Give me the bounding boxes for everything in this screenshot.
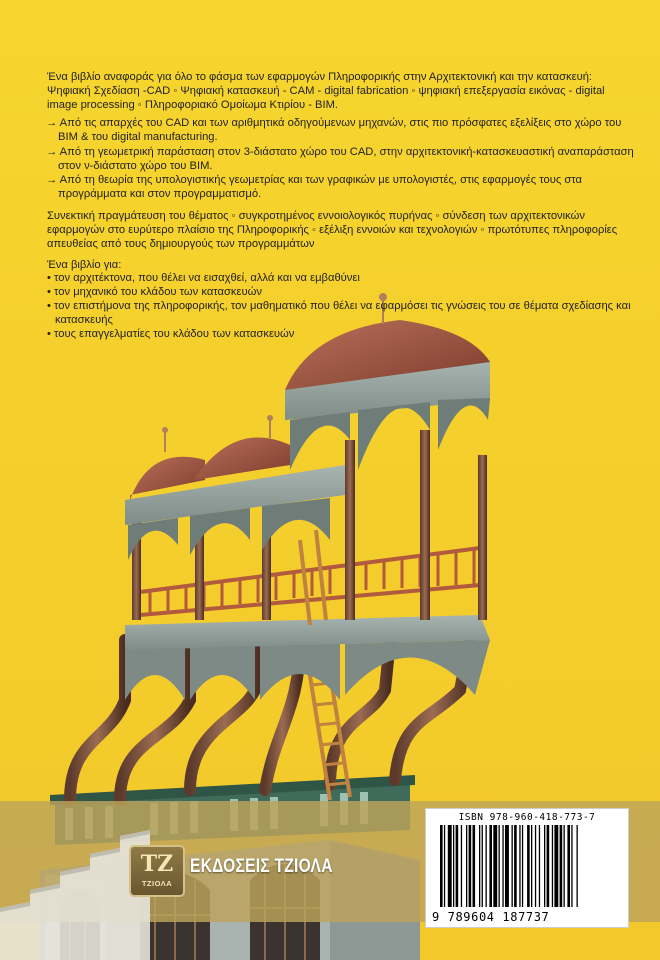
audience-item: • τον αρχιτέκτονα, που θέλει να εισαχθεί, αλλά και να εμβαθύνει [47,271,632,285]
audience-heading: Ένα βιβλίο για: [47,259,122,271]
isbn-digits: 9 789604 187737 [432,910,550,924]
publisher-logo [129,845,185,897]
logo-text: ΤΖΙΟΛΑ [141,879,173,888]
barcode-bars [434,825,620,911]
logo-monogram: ΤΖ [140,851,174,877]
isbn-barcode [425,808,629,928]
audience-item: • τον μηχανικό του κλάδου των κατασκευών [47,285,632,299]
audience-item: • τους επαγγελματίες του κλάδου των κατασκευών [47,327,632,341]
audience-item: • τον επιστήμονα της πληροφορικής, τον μαθηματικό που θέλει να εφαρμόσει τις γνώσεις του σε θέματα σχεδίασης και κατασκευής [47,299,632,327]
feature-bullet: → Από τις απαρχές του CAD και των αριθμητικά οδηγούμενων μηχανών, στις πιο πρόσφατες εξελίξεις στο χώρο του BIM & του digital manufacturing. [46,117,622,143]
summary-paragraph: Συνεκτική πραγμάτευση του θέματος ◦ συγκροτημένος εννοιολογικός πυρήνας ◦ σύνδεση των αρχιτεκτονικών εφαρμογών στο ευρύτερο πλαίσιο της Πληροφορικής ◦ εξέλιξη εννοιών και τεχνολογιών ◦ πρωτότυπες πληροφορίες απευθείας από τους δημιουργούς των προγραμμάτων [47,210,618,250]
isbn-label: ISBN 978-960-418-773-7 [458,812,596,823]
intro-paragraph: Ένα βιβλίο αναφοράς για όλο το φάσμα των εφαρμογών Πληροφορικής στην Αρχιτεκτονική και την κατασκευή: Ψηφιακή Σχεδίαση -CAD ◦ Ψηφιακή κατασκευή - CAM - digital fabrication ◦ ψηφιακή επεξεργασία εικόνας - digital image processing ◦ Πληροφοριακό Ομοίωμα Κτιρίου - BIM. [47,71,605,111]
audience-list [47,271,632,341]
publisher-name: ΕΚΔΟΣΕΙΣ ΤΖΙΟΛΑ [190,856,333,877]
feature-bullet: → Από τη γεωμετρική παράσταση στον 3-διάστατο χώρο του CAD, στην αρχιτεκτονική-κατασκευαστική αναπαράσταση στον ν-διάστατο χώρο του BIM. [46,146,634,172]
feature-bullet: → Από τη θεωρία της υπολογιστικής γεωμετρίας και των γραφικών με υπολογιστές, στις εφαρμογές τους στα προγράμματα και στον προγραμματισμό. [46,174,582,200]
